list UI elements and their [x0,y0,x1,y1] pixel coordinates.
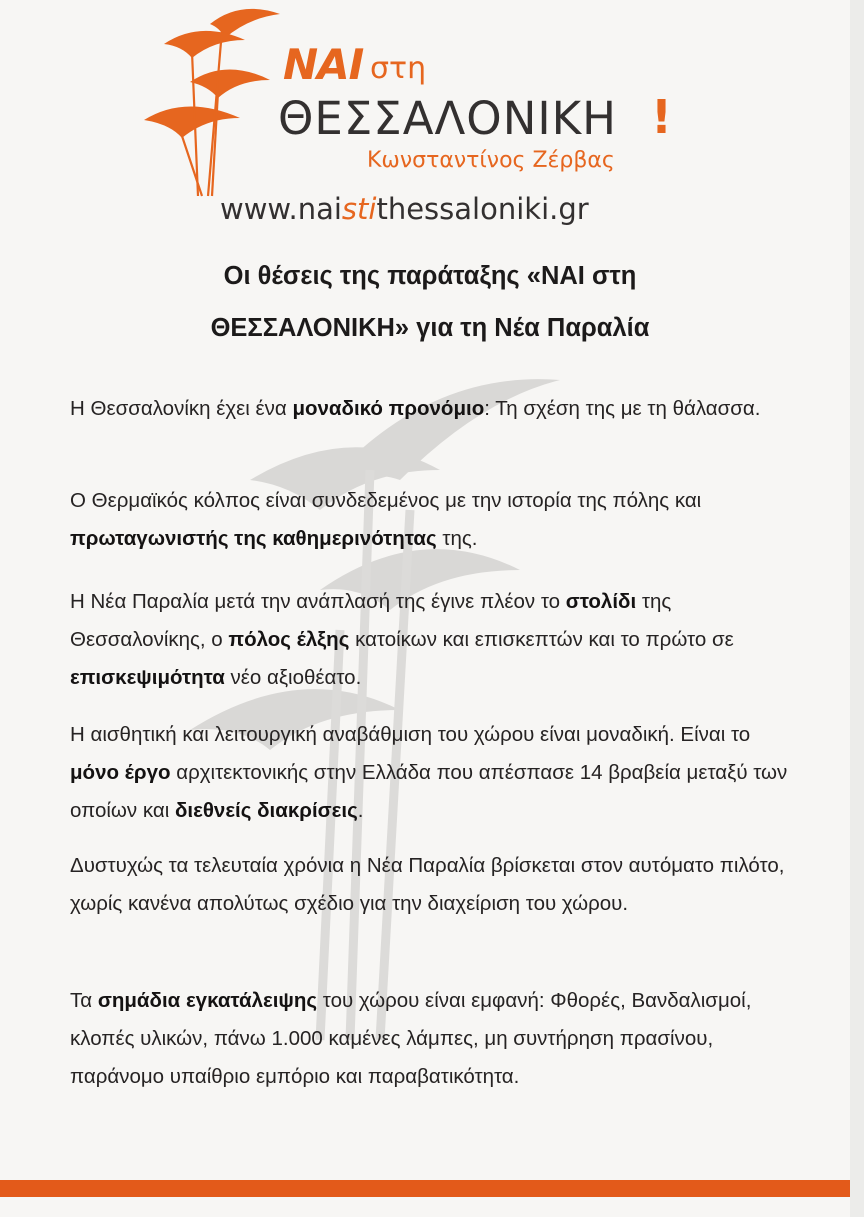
page-title-line-1: Οι θέσεις της παράταξης «ΝΑΙ στη [223,262,637,290]
text: Η αισθητική και λειτουργική αναβάθμιση του χώρου είναι μοναδική. Είναι το [70,723,751,746]
text: του χώρου είναι εμφανή: Φθορές, Βανδαλισμοί, κλοπές υλικών, πάνω 1.000 καμένες λάμπες, μη συντήρηση πρασίνου, παράνομο υπαίθριο εμπόριο και παραβατικότητα. [70,989,752,1088]
text: της. [436,527,478,550]
text: νέο αξιοθέατο. [224,666,362,689]
text: : Τη σχέση της με τη θάλασσα. [484,397,761,420]
logo-stin-text: στη [370,51,427,86]
logo-nai-text: ΝΑΙ [283,40,364,89]
text: Η Θεσσαλονίκη έχει ένα [70,397,293,420]
paragraph-3 [70,583,790,697]
url-prefix: www.nai [220,192,342,226]
emphasis: μόνο έργο [70,761,171,784]
website-url[interactable] [220,192,589,226]
paragraph-1 [70,390,790,428]
text: Η Νέα Παραλία μετά την ανάπλασή της έγινε πλέον το [70,590,566,613]
logo-exclamation: ! [651,90,672,144]
umbrellas-watermark-icon [180,360,680,1060]
emphasis: μοναδικό προνόμιο [292,397,485,420]
emphasis: πρωταγωνιστής της καθημερινότητας [70,527,437,550]
text: Δυστυχώς τα τελευταία χρόνια η Νέα Παραλία βρίσκεται στον αυτόματο πιλότο, χωρίς κανένα απολύτως σχέδιο για την διαχείριση του χώρου. [70,854,785,915]
paragraph-6 [70,982,790,1096]
text: Τα [70,989,98,1012]
text: Ο Θερμαϊκός κόλπος είναι συνδεδεμένος με την ιστορία της πόλης και [70,489,702,512]
text: . [357,799,364,822]
text: της Θεσσαλονίκης, ο [70,590,672,651]
emphasis: σημάδια εγκατάλειψης [97,989,318,1012]
emphasis: επισκεψιμότητα [70,666,225,689]
emphasis: διεθνείς διακρίσεις [174,799,358,822]
page-edge [850,0,864,1217]
text: κατοίκων και επισκεπτών και το πρώτο σε [349,628,734,651]
logo-person-name: Κωνσταντίνος Ζέρβας [367,148,615,173]
umbrellas-icon [130,0,280,200]
url-suffix: thessaloniki.gr [376,192,589,226]
logo-city-text: ΘΕΣΣΑΛΟΝΙΚΗ [278,92,617,145]
paragraph-2 [70,482,790,558]
page-title-line-2: ΘΕΣΣΑΛΟΝΙΚΗ» για τη Νέα Παραλία [210,314,650,342]
footer-bar [0,1180,850,1197]
emphasis: πόλος έλξης [228,628,350,651]
url-highlight: sti [341,192,377,226]
paragraph-5 [70,847,790,923]
paragraph-4 [70,716,790,830]
emphasis: στολίδι [565,590,637,613]
text: αρχιτεκτονικής στην Ελλάδα που απέσπασε 14 βραβεία μεταξύ των οποίων και [70,761,788,822]
